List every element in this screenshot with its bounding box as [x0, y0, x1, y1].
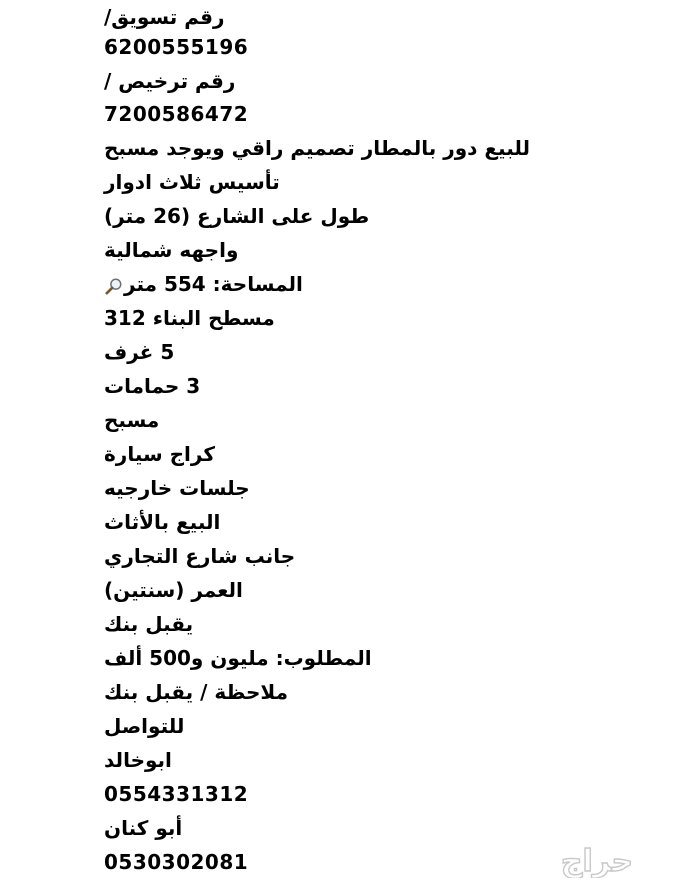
contact-heading: للتواصل [104, 714, 185, 738]
built-area-line: مسطح البناء 312 [104, 306, 275, 330]
contact-phone-2: 0530302081 [104, 850, 249, 874]
haraj-watermark-logo [502, 842, 692, 878]
rooms-line: 5 غرف [104, 340, 175, 364]
facade-line: واجهه شمالية [104, 238, 239, 262]
watermark-text: حراج [560, 844, 634, 878]
furnished-line: البيع بالأثاث [104, 510, 221, 534]
listing-headline: للبيع دور بالمطار تصميم راقي ويوجد مسبح [104, 136, 531, 160]
commercial-street-line: جانب شارع التجاري [104, 544, 296, 568]
garage-line: كراج سيارة [104, 442, 215, 466]
area-line [104, 267, 664, 301]
area-text: المساحة: 554 متر [124, 272, 303, 296]
marketing-number-label: رقم تسويق/ [104, 5, 225, 29]
marketing-number-value: 6200555196 [104, 35, 249, 59]
license-number-value: 7200586472 [104, 102, 249, 126]
price-line: المطلوب: مليون و500 ألف [104, 646, 372, 670]
magnifying-glass-icon [105, 277, 123, 295]
pool-line: مسبح [104, 408, 160, 432]
contact-phone-1: 0554331312 [104, 782, 249, 806]
foundation-line: تأسيس ثلاث ادوار [104, 170, 280, 194]
age-line: العمر (سنتين) [104, 578, 243, 602]
outdoor-seating-line: جلسات خارجيه [104, 476, 250, 500]
contact-name-1: ابوخالد [104, 748, 172, 772]
license-number-label: رقم ترخيص / [104, 69, 236, 93]
bank-accepted-line: يقبل بنك [104, 612, 194, 636]
contact-name-2: أبو كنان [104, 816, 183, 840]
street-length-line: طول على الشارع (26 متر) [104, 204, 370, 228]
bathrooms-line: 3 حمامات [104, 374, 201, 398]
note-line: ملاحظة / يقبل بنك [104, 680, 289, 704]
